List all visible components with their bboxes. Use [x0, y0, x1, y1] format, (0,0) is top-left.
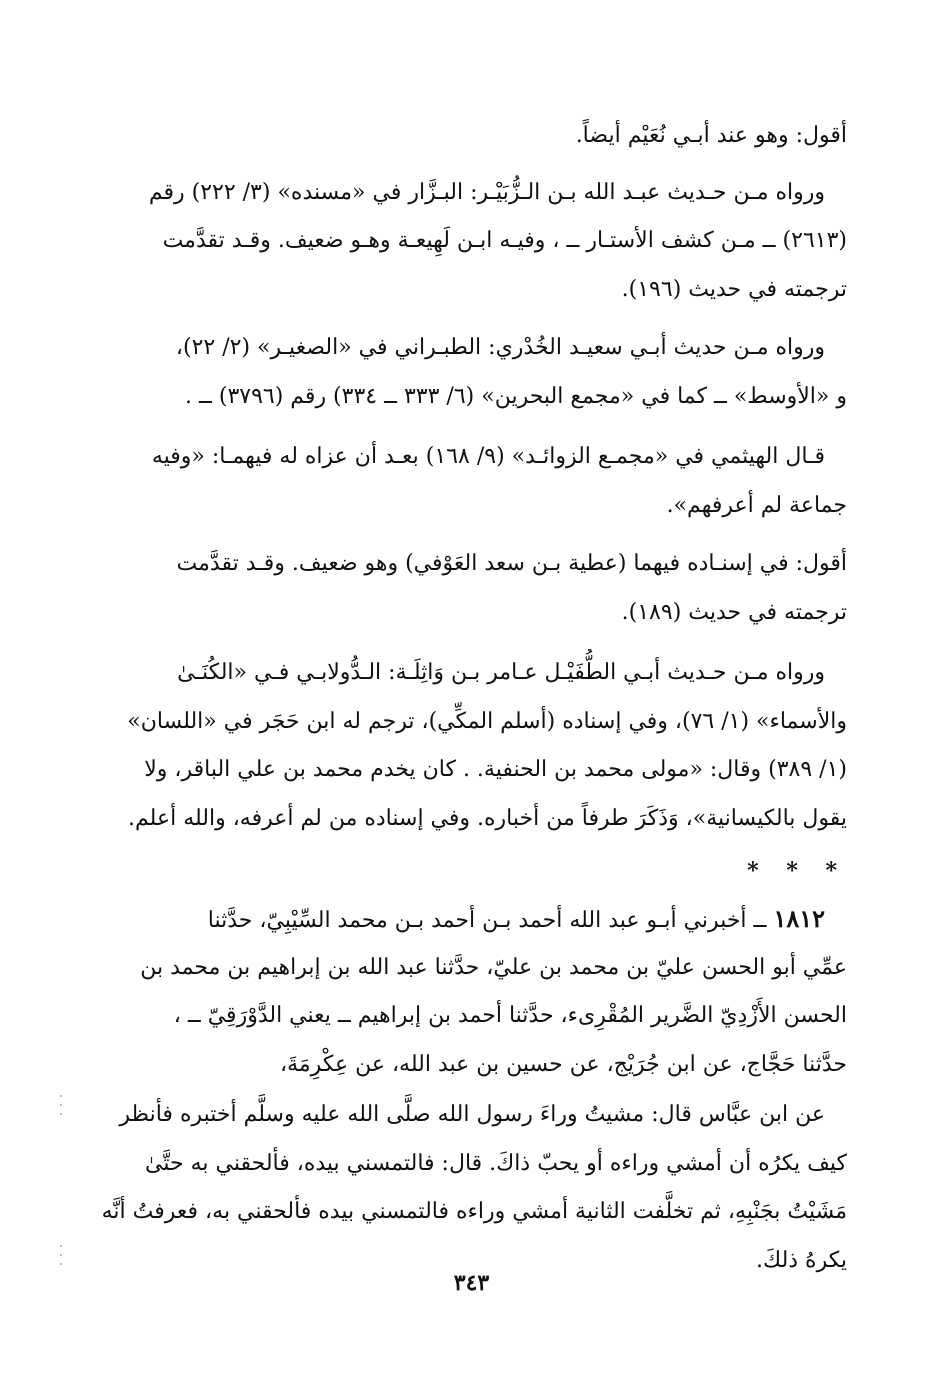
- text-line: ترجمته في حديث (١٩٦).: [621, 276, 847, 302]
- text-line: ورواه مـن حـديث عبـد الله بـن الـزُّبَيْـر: البـزَّار في «مسنده» (٣/ ٢٢٢) رقم: [148, 179, 825, 205]
- hadith-first-line: ــ أخبرني أبـو عبد الله أحمد بـن أحمد بـن محمد السِّيْبِيّ، حدَّثنا: [207, 908, 767, 933]
- text-line: أقول: وهو عند أبـي نُعَيْم أيضاً.: [575, 123, 847, 148]
- text-line: مَشَيْتُ بجَنْبِهِ، ثم تخلَّفت الثانية أمشي وراءه فالتمسني بيده فألحقني به، فعرفتُ أنَّه: [101, 1199, 847, 1224]
- text-line: حدَّثنا حَجَّاج، عن ابن جُرَيْج، عن حسين بن عبد الله، عن عِكْرِمَةَ،: [280, 1051, 847, 1077]
- page-number: ٣٤٣: [453, 1270, 490, 1296]
- hadith-isnad: [92, 895, 847, 1089]
- text-line: عمِّي أبو الحسن عليّ بن محمد بن عليّ، حدَّثنا عبد الله بن إبراهيم بن محمد بن: [140, 954, 847, 980]
- text-line: يكرهُ ذلكَ.: [756, 1247, 847, 1273]
- hadith-matn: [92, 1091, 847, 1285]
- hadith-number: ١٨١٢: [773, 904, 825, 933]
- text-line: الحسن الأَزْدِيّ الضَّرير المُقْرِىء، حدَّثنا أحمد بن إبراهيم ــ يعني الدَّوْرَقِيّ ــ ،: [173, 1003, 847, 1028]
- paragraph-haythami: [92, 433, 847, 530]
- text-line: و «الأوسط» ــ كما في «مجمع البحرين» (٦/ ٣٣٣ ــ ٣٣٤) رقم (٣٧٩٦) ــ .: [184, 383, 847, 409]
- paragraph-aqul-atiyya: [92, 540, 847, 637]
- text-line: والأسماء» (١/ ٧٦)، وفي إسناده (أسلم المكِّي)، ترجم له ابن حَجَر في «اللسان»: [127, 708, 847, 734]
- text-line: (١/ ٣٨٩) وقال: «مولى محمد بن الحنفية. . كان يخدم محمد بن علي الباقر، ولا: [144, 757, 847, 782]
- text-line: يقول بالكيسانية»، وَذَكَرَ طرفاً من أخباره. وفي إسناده من لم أعرفه، والله أعلم.: [128, 805, 847, 831]
- page-body: [92, 112, 847, 1299]
- scan-margin-mark: [60, 1245, 62, 1271]
- text-line: كيف يكرُه أن أمشي وراءه أو يحبّ ذاكَ. قال: فالتمسني بيده، فألحقني به حتَّىٰ: [145, 1150, 847, 1176]
- text-line: قـال الهيثمي في «مجمـع الزوائـد» (٩/ ١٦٨) بعـد أن عزاه له فيهمـا: «وفيه: [151, 444, 825, 469]
- paragraph-abi-tufayl: [92, 649, 847, 843]
- text-line: ترجمته في حديث (١٨٩).: [621, 599, 847, 625]
- text-line: [92, 895, 847, 944]
- text-line: (٢٦١٣) ــ مـن كشف الأستـار ــ ، وفيـه ابـن لَهِيعـة وهـو ضعيف. وقـد تقدَّمت: [162, 228, 847, 253]
- text-line: ورواه مـن حديث أبـي سعيـد الخُدْري: الطبـراني في «الصغيـر» (٢/ ٢٢)،: [175, 335, 825, 360]
- paragraph-aqul-abi-nuaym: [92, 112, 847, 161]
- text-line: أقول: في إسنـاده فيهما (عطية بـن سعد العَوْفي) وهو ضعيف. وقـد تقدَّمت: [176, 551, 847, 576]
- text-line: عن ابن عبَّاس قال: مشيتُ وراءَ رسول الله صلَّى الله عليه وسلَّم أختبره فأنظر: [119, 1102, 825, 1127]
- paragraph-abi-said: [92, 324, 847, 421]
- paragraph-ibn-zubayr: [92, 169, 847, 315]
- text-line: ورواه مـن حـديث أبـي الطُّفَيْـل عـامر بـن وَاثِلَـة: الـدُّولابـي فـي «الكُنَـىٰ: [177, 660, 825, 685]
- text-line: جماعة لم أعرفهم».: [666, 492, 847, 518]
- scan-margin-mark: [60, 1095, 62, 1115]
- section-separator: * * *: [747, 858, 847, 884]
